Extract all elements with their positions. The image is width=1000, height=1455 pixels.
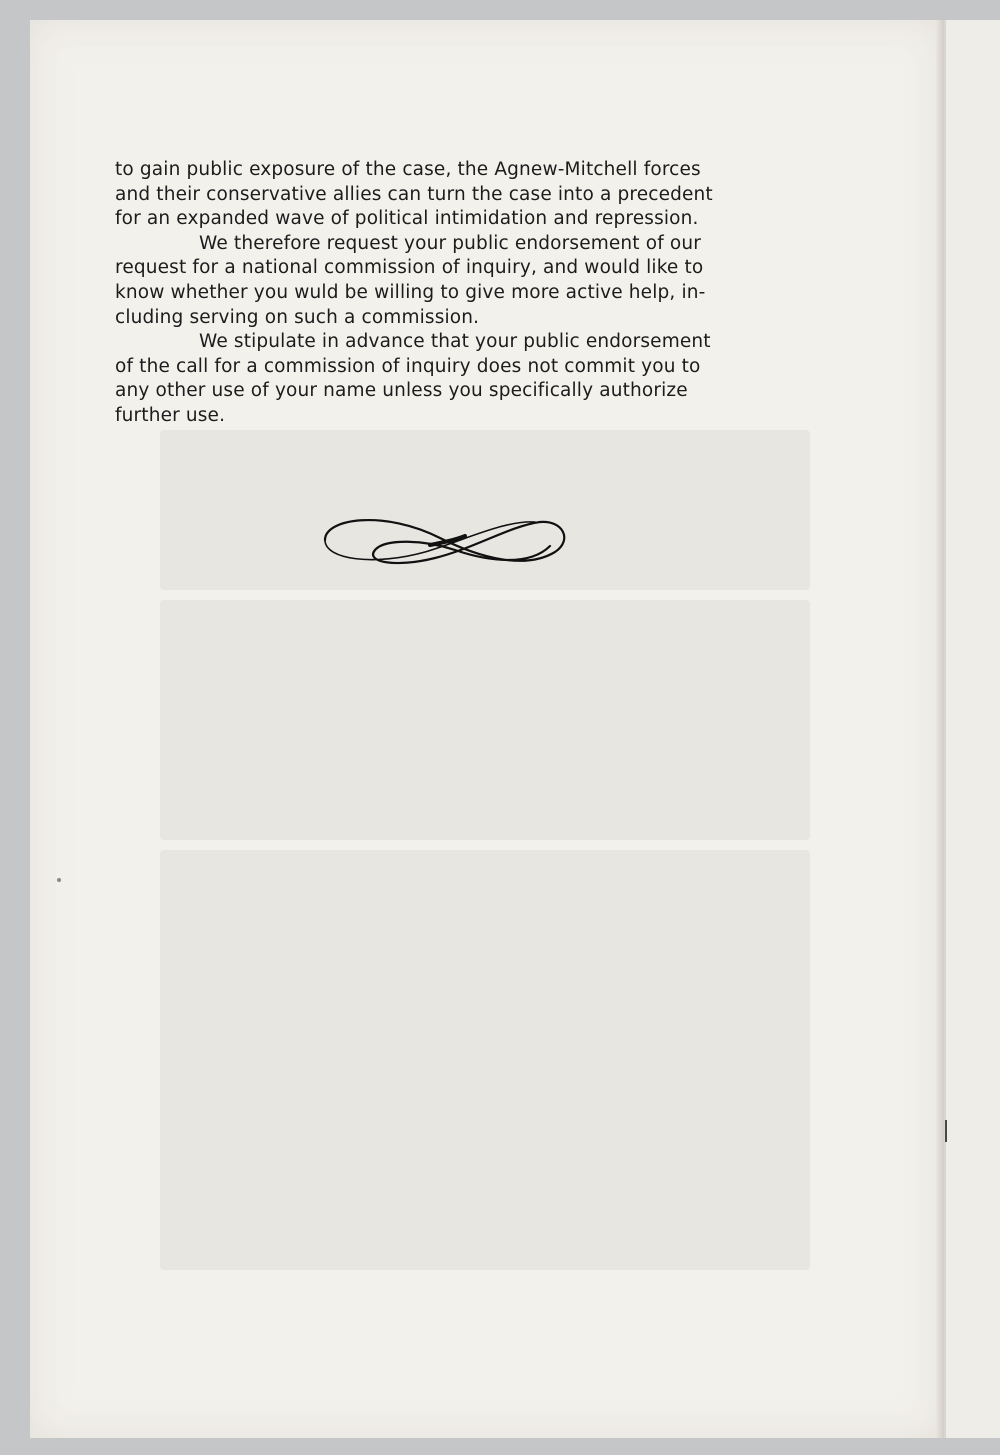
text-line: and their conservative allies can turn the case into a precedent xyxy=(115,183,713,205)
edge-mark xyxy=(945,1120,947,1142)
body-text xyxy=(115,158,815,429)
text-line: of the call for a commission of inquiry does not commit you to xyxy=(115,355,701,377)
show-through-area xyxy=(160,600,810,840)
page-fold xyxy=(936,20,944,1438)
text-line: further use. xyxy=(115,404,226,426)
text-line: request for a national commission of inquiry, and would like to xyxy=(115,257,704,279)
text-line: We stipulate in advance that your public endorsement xyxy=(199,331,711,353)
text-line: know whether you wuld be willing to give more active help, in- xyxy=(115,281,706,303)
text-line: any other use of your name unless you specifically authorize xyxy=(115,380,688,402)
show-through-area xyxy=(160,850,810,1270)
adjacent-page-edge xyxy=(944,20,1000,1438)
text-line: to gain public exposure of the case, the Agnew-Mitchell forces xyxy=(115,159,701,180)
text-line: cluding serving on such a commission. xyxy=(115,306,480,328)
margin-mark xyxy=(57,878,61,882)
text-line: for an expanded wave of political intimidation and repression. xyxy=(115,208,699,230)
flourish-ornament-icon xyxy=(305,500,575,580)
text-line: We therefore request your public endorsement of our xyxy=(199,232,702,254)
